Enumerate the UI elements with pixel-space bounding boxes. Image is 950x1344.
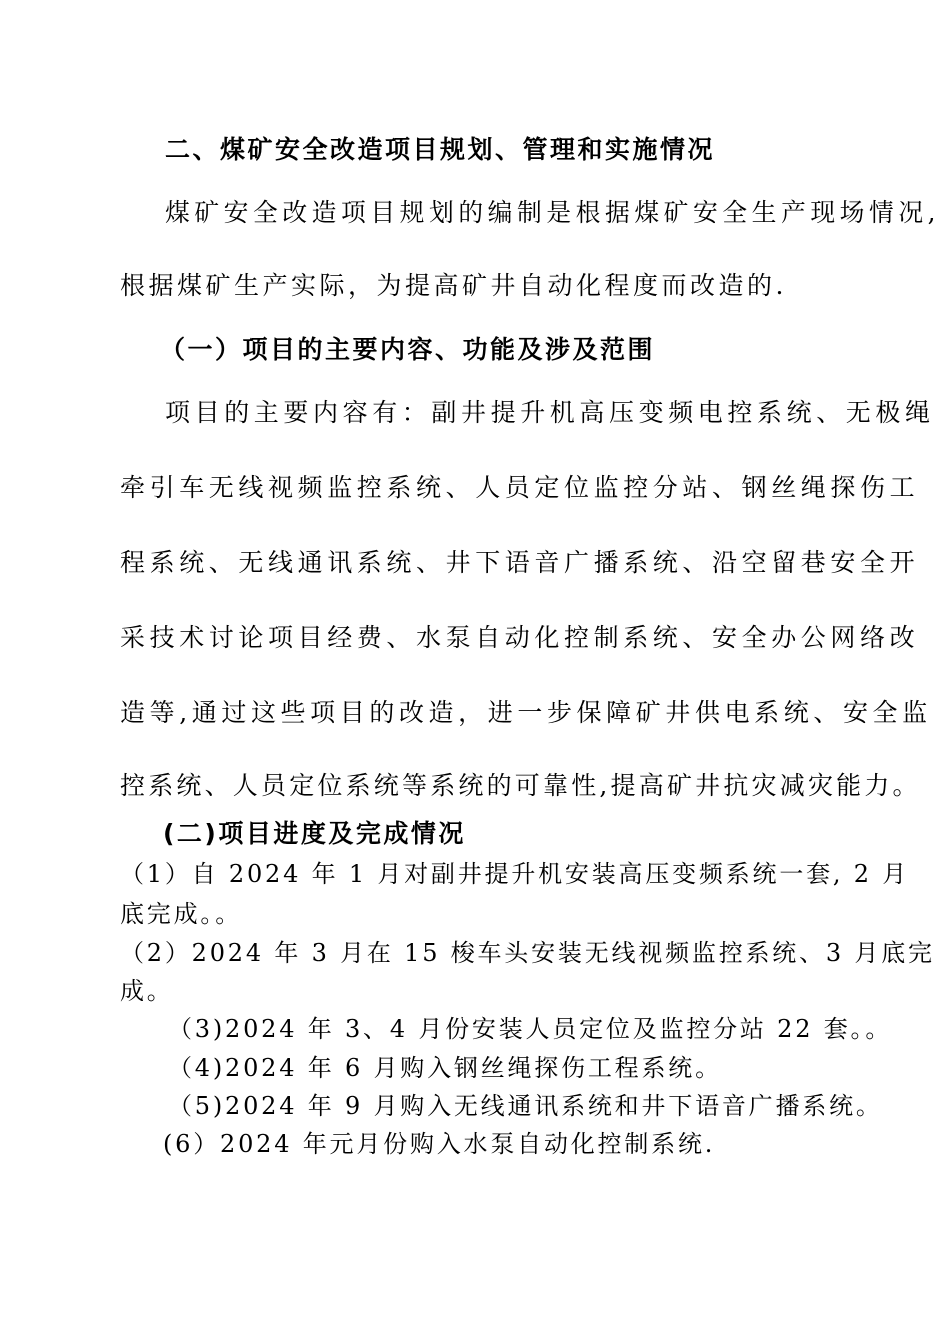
progress-item-3: （3)2024 年 3、4 月份安装人员定位及监控分站 22 套。。 (168, 1015, 893, 1043)
progress-item-5: （5)2024 年 9 月购入无线通讯系统和井下语音广播系统。 (168, 1092, 883, 1120)
content-line-4: 采技术讨论项目经费、水泵自动化控制系统、安全办公网络改 (120, 623, 920, 652)
content-line-3: 程系统、无线通讯系统、井下语音广播系统、沿空留巷安全开 (120, 548, 920, 577)
subheading-main-content: （一）项目的主要内容、功能及涉及范围 (160, 335, 656, 364)
progress-item-1-line-2: 底完成。。 (120, 900, 242, 928)
content-line-6: 控系统、人员定位系统等系统的可靠性,提高矿井抗灾减灾能力。 (120, 771, 921, 800)
content-line-5: 造等,通过这些项目的改造，进一步保障矿井供电系统、安全监 (120, 698, 932, 727)
intro-paragraph-line-2: 根据煤矿生产实际，为提高矿井自动化程度而改造的. (120, 271, 787, 300)
content-line-1: 项目的主要内容有：副井提升机高压变频电控系统、无极绳 (165, 398, 935, 427)
progress-item-2-line-1: （2）2024 年 3 月在 15 梭车头安装无线视频监控系统、3 月底完 (120, 939, 935, 967)
intro-paragraph-line-1: 煤矿安全改造项目规划的编制是根据煤矿安全生产现场情况, (165, 198, 941, 227)
section-heading: 二、煤矿安全改造项目规划、管理和实施情况 (165, 135, 716, 164)
progress-item-1-line-1: （1）自 2024 年 1 月对副井提升机安装高压变频系统一套, 2 月 (120, 860, 910, 888)
subheading-progress: (二)项目进度及完成情况 (163, 819, 466, 848)
content-line-2: 牵引车无线视频监控系统、人员定位监控分站、钢丝绳探伤工 (120, 473, 920, 502)
progress-item-4: （4)2024 年 6 月购入钢丝绳探伤工程系统。 (168, 1054, 722, 1082)
progress-item-2-line-2: 成。 (120, 977, 174, 1005)
progress-item-6: (6）2024 年元月份购入水泵自动化控制系统. (163, 1130, 716, 1158)
